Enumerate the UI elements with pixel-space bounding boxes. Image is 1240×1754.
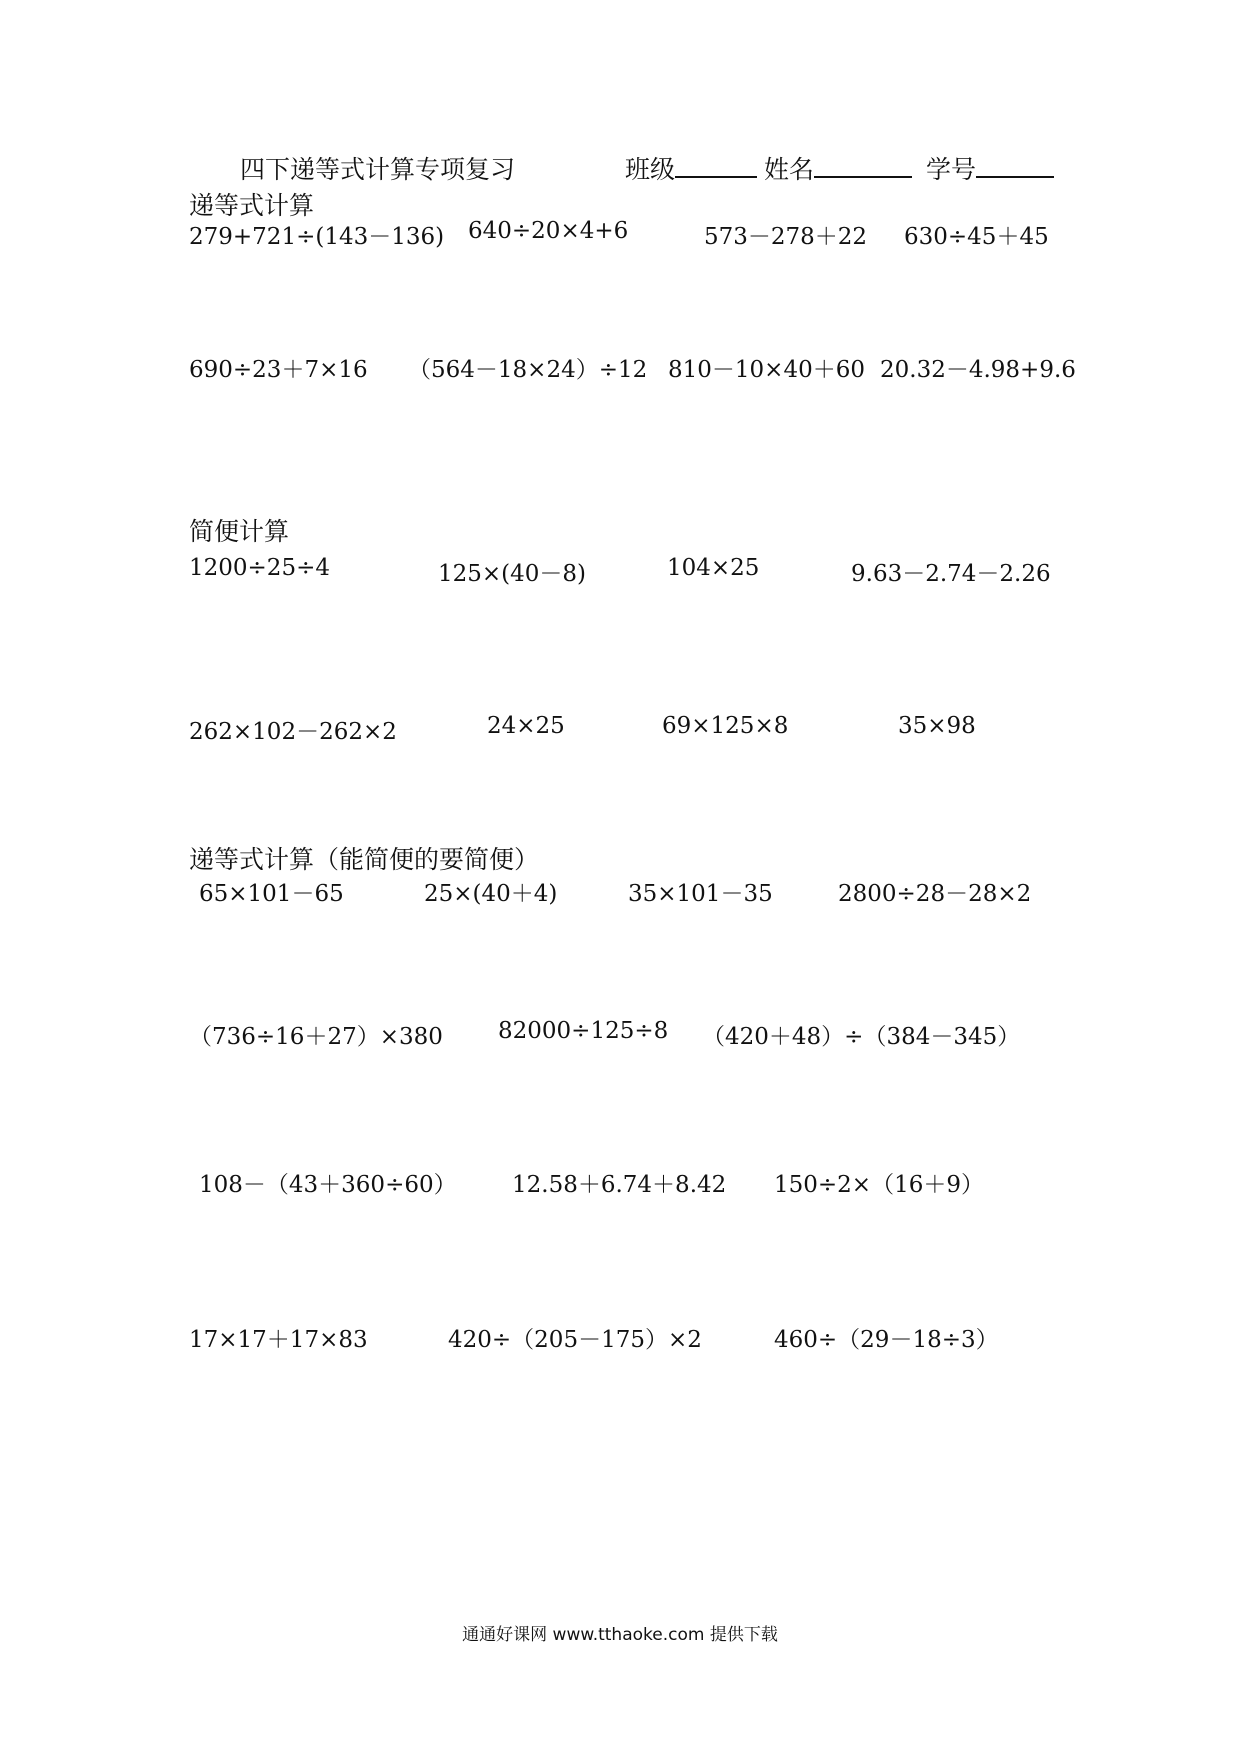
math-expression: 640÷20×4+6 <box>468 218 629 244</box>
math-expression: 150÷2×（16＋9） <box>774 1172 984 1198</box>
name-label: 姓名 <box>764 155 815 184</box>
class-label: 班级 <box>625 155 676 184</box>
math-expression: 460÷（29－18÷3） <box>774 1327 999 1353</box>
name-field[interactable] <box>764 150 912 186</box>
math-expression: 35×98 <box>898 713 976 739</box>
footer-text: 通通好课网 www.tthaoke.com 提供下载 <box>462 1625 778 1645</box>
math-expression: 65×101－65 <box>199 881 344 907</box>
math-expression: （564－18×24）÷12 <box>408 357 648 383</box>
page-title: 四下递等式计算专项复习 <box>240 155 516 184</box>
class-field[interactable] <box>625 150 757 186</box>
math-expression: 82000÷125÷8 <box>498 1018 669 1044</box>
math-expression: 1200÷25÷4 <box>189 555 330 581</box>
math-expression: 690÷23＋7×16 <box>189 357 368 383</box>
student-number-field[interactable] <box>926 150 1054 186</box>
math-expression: （420＋48）÷（384－345） <box>702 1024 1021 1050</box>
math-expression: 35×101－35 <box>628 881 773 907</box>
math-expression: 573－278＋22 <box>704 224 868 250</box>
math-expression: 125×(40－8) <box>438 561 587 587</box>
name-blank[interactable] <box>814 152 912 178</box>
math-expression: （736÷16＋27）×380 <box>189 1024 443 1050</box>
math-expression: 108－（43＋360÷60） <box>199 1172 457 1198</box>
student-number-label: 学号 <box>926 155 977 184</box>
math-expression: 810－10×40＋60 <box>668 357 865 383</box>
math-expression: 69×125×8 <box>662 713 789 739</box>
math-expression: 630÷45＋45 <box>904 224 1049 250</box>
math-expression: 9.63－2.74－2.26 <box>851 561 1051 587</box>
class-blank[interactable] <box>675 152 757 178</box>
section-heading: 简便计算 <box>189 517 290 546</box>
section-heading: 递等式计算 <box>189 191 315 220</box>
math-expression: 25×(40＋4) <box>424 881 558 907</box>
math-expression: 24×25 <box>487 713 565 739</box>
math-expression: 279+721÷(143－136) <box>189 224 445 250</box>
math-expression: 262×102－262×2 <box>189 719 397 745</box>
section-heading: 递等式计算（能简便的要简便） <box>189 845 540 874</box>
math-expression: 420÷（205－175）×2 <box>448 1327 702 1353</box>
math-expression: 17×17＋17×83 <box>189 1327 368 1353</box>
math-expression: 12.58＋6.74＋8.42 <box>512 1172 727 1198</box>
math-expression: 20.32－4.98+9.6 <box>880 357 1076 383</box>
math-expression: 104×25 <box>667 555 760 581</box>
math-expression: 2800÷28－28×2 <box>838 881 1032 907</box>
student-number-blank[interactable] <box>976 152 1054 178</box>
